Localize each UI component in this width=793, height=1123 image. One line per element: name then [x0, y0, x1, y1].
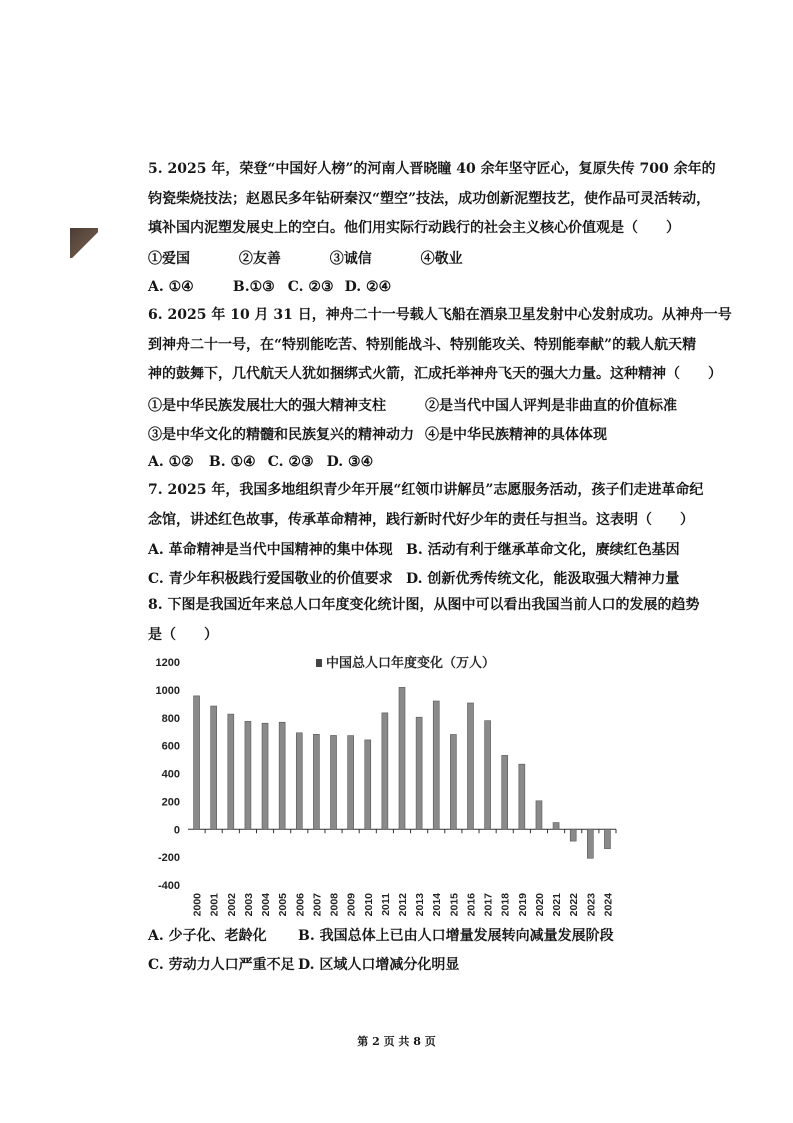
page-footer: 第 2 页 共 8 页 [357, 1035, 436, 1048]
bar [570, 829, 576, 841]
question-5 [148, 155, 716, 244]
q8-option-a[interactable]: A. 少子化、老龄化 [148, 928, 267, 944]
q7-option-b[interactable]: B. 活动有利于继承革命文化，赓续红色基因 [406, 542, 680, 558]
q8-option-b[interactable]: B. 我国总体上已由人口增量发展转向减量发展阶段 [298, 928, 614, 944]
bar [296, 733, 302, 829]
q6-statement-2: ②是当代中国人评判是非曲直的价值标准 [425, 398, 677, 414]
x-tick-label: 2024 [602, 893, 615, 917]
x-tick-label: 2009 [345, 893, 358, 917]
q7-line-2: 念馆，讲述红色故事，传承革命精神，践行新时代好少年的责任与担当。这表明（ ） [148, 511, 694, 528]
y-tick-label: 1200 [155, 657, 180, 669]
y-tick-label: 200 [161, 796, 180, 809]
x-tick-label: 2023 [585, 893, 598, 917]
bar [279, 722, 285, 829]
q6-line-3: 神的鼓舞下，几代航天人犹如捆绑式火箭，汇成托举神舟飞天的强大力量。这种精神（ ） [148, 366, 722, 382]
x-tick-label: 2012 [397, 893, 409, 917]
question-6 [148, 301, 732, 390]
x-tick-label: 2022 [568, 893, 581, 917]
q6-statement-1: ①是中华民族发展壮大的强大精神支柱 [148, 398, 386, 414]
q5-items [148, 248, 463, 268]
x-tick-label: 2013 [414, 893, 427, 917]
bar [262, 723, 268, 829]
q5-item-1: ①爱国 [148, 251, 190, 267]
bar [331, 735, 337, 829]
q6-option-c[interactable]: C. ②③ [267, 454, 314, 470]
q6-option-a[interactable]: A. ①② [148, 454, 194, 470]
q5-option-c[interactable]: C. ②③ [287, 279, 334, 295]
y-tick-label: 400 [161, 768, 180, 781]
y-tick-label: 0 [173, 824, 180, 837]
bar [467, 703, 473, 829]
x-tick-label: 2019 [516, 893, 529, 917]
bar [313, 734, 319, 829]
x-tick-label: 2014 [431, 893, 444, 917]
bar [553, 823, 559, 830]
bar [502, 755, 508, 829]
bar [399, 687, 405, 829]
bar [365, 740, 371, 829]
x-tick-label: 2003 [242, 893, 255, 917]
question-7 [148, 476, 708, 535]
q7-option-a[interactable]: A. 革命精神是当代中国精神的集中体现 [148, 542, 393, 558]
q5-options [148, 279, 391, 295]
bar [519, 764, 525, 829]
x-tick-label: 2016 [465, 893, 478, 917]
population-change-chart [140, 650, 640, 920]
x-tick-label: 2021 [551, 893, 564, 917]
bar [433, 701, 439, 829]
q6-statement-4: ④是中华民族精神的具体体现 [425, 427, 607, 443]
q5-item-3: ③诚信 [329, 251, 372, 267]
x-tick-label: 2002 [225, 893, 238, 917]
q5-option-d[interactable]: D. ②④ [344, 279, 392, 295]
bar [382, 713, 388, 829]
y-tick-label: -200 [157, 852, 180, 865]
x-tick-label: 2015 [448, 893, 461, 917]
bar [245, 721, 251, 829]
x-tick-label: 2007 [311, 893, 324, 917]
y-tick-label: -400 [157, 880, 180, 892]
y-tick-label: 800 [161, 712, 180, 725]
x-tick-label: 2006 [294, 893, 307, 917]
bar [211, 706, 217, 829]
x-tick-label: 2005 [277, 893, 290, 917]
q6-option-d[interactable]: D. ③④ [326, 454, 374, 470]
x-tick-label: 2008 [328, 893, 341, 917]
q5-line-2: 钧瓷柴烧技法；赵恩民多年钻研秦汉“塑空”技法，成功创新泥塑技艺，使作品可灵活转动， [148, 190, 711, 207]
q6-line-2: 到神舟二十一号，在“特别能吃苦、特别能战斗、特别能攻关、特别能奉献”的载人航天精 [148, 336, 697, 353]
bar [416, 717, 422, 829]
q8-option-d[interactable]: D. 区域人口增减分化明显 [298, 957, 460, 973]
scan-shadow [70, 228, 98, 258]
bar [587, 829, 593, 858]
bar [485, 721, 491, 830]
q7-line-1: 7. 2025 年，我国多地组织青少年开展“红领巾讲解员”志愿服务活动，孩子们走进革命纪 [148, 482, 704, 498]
q8-line-2: 是（ ） [148, 626, 218, 643]
bar [604, 829, 610, 848]
q5-item-2: ②友善 [238, 251, 281, 267]
q6-option-b[interactable]: B. ①④ [208, 454, 256, 470]
q6-statement-3: ③是中华文化的精髓和民族复兴的精神动力 [148, 427, 414, 443]
y-tick-label: 1000 [155, 684, 180, 697]
bar [228, 714, 234, 829]
chart-title: 中国总人口年度变化（万人） [326, 656, 496, 671]
x-tick-label: 2004 [260, 893, 273, 917]
x-tick-label: 2001 [208, 893, 221, 917]
q6-options [148, 454, 373, 470]
q5-line-1: 5. 2025 年，荣登“中国好人榜”的河南人晋晓瞳 40 余年坚守匠心，复原失传 700 余年的 [148, 161, 716, 177]
x-tick-label: 2011 [379, 893, 392, 916]
bar [450, 734, 456, 829]
bar [536, 801, 542, 829]
x-tick-label: 2010 [362, 893, 375, 917]
q7-option-d[interactable]: D. 创新优秀传统文化，能汲取强大精神力量 [406, 571, 680, 587]
x-tick-label: 2018 [499, 893, 512, 917]
legend-swatch [316, 659, 322, 667]
question-8 [148, 591, 708, 650]
q5-option-a[interactable]: A. ①④ [148, 279, 194, 295]
x-tick-label: 2020 [533, 893, 546, 917]
q6-line-1: 6. 2025 年 10 月 31 日，神舟二十一号载人飞船在酒泉卫星发射中心发射成功。从神舟一号 [148, 307, 732, 323]
y-tick-label: 600 [161, 740, 180, 753]
q8-line-1: 8. 下图是我国近年来总人口年度变化统计图，从图中可以看出我国当前人口的发展的趋势 [148, 597, 700, 613]
bar [348, 736, 354, 830]
q7-option-c[interactable]: C. 青少年积极践行爱国敬业的价值要求 [148, 571, 393, 587]
x-tick-label: 2000 [191, 893, 204, 917]
q5-item-4: ④敬业 [420, 251, 463, 267]
q8-option-c[interactable]: C. 劳动力人口严重不足 [148, 957, 295, 973]
bar [194, 696, 200, 829]
x-tick-label: 2017 [482, 893, 495, 917]
q5-line-3: 填补国内泥塑发展史上的空白。他们用实际行动践行的社会主义核心价值观是（ ） [148, 220, 680, 236]
q5-option-b[interactable]: B.①③ [232, 279, 275, 295]
